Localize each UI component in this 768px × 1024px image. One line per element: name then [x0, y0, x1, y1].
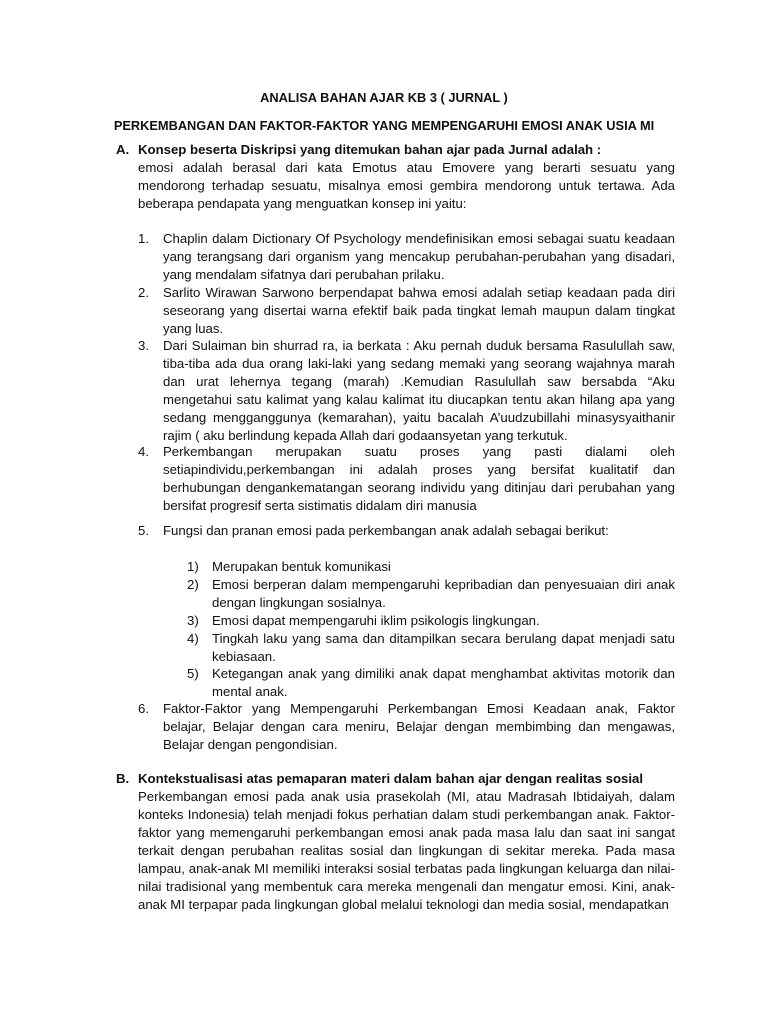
sub-list-item	[187, 630, 675, 666]
list-item-number: 5.	[138, 523, 149, 538]
sub-list-item	[187, 612, 675, 630]
section-a-heading-text: Konsep beserta Diskripsi yang ditemukan bahan ajar pada Jurnal adalah :	[138, 142, 602, 157]
sub-list-item-text: Emosi dapat mempengaruhi iklim psikologis lingkungan.	[212, 613, 540, 628]
section-b-paragraph: Perkembangan emosi pada anak usia prasekolah (MI, atau Madrasah Ibtidaiyah, dalam konteks Indonesia) telah menjadi fokus perhatian dalam studi perkembangan anak. Faktor-faktor yang memengaruhi perkembangan emosi anak pada masa lalu dan saat ini sangat terkait dengan perubahan realitas sosial dan lingkungan di sekitar mereka. Pada masa lampau, anak-anak MI memiliki interaksi sosial terbatas pada lingkungan keluarga dan nilai-nilai tradisional yang membentuk cara mereka mengenali dan mengatur emosi. Kini, anak-anak MI terpapar pada lingkungan global melalui teknologi dan media sosial, mendapatkan	[138, 789, 675, 912]
sub-list-item-text: Merupakan bentuk komunikasi	[212, 559, 391, 574]
section-b-letter: B.	[116, 771, 130, 786]
sub-list-item-text: Tingkah laku yang sama dan ditampilkan secara berulang dapat menjadi satu kebiasaan.	[212, 631, 675, 664]
list-item-number: 2.	[138, 285, 149, 300]
sub-list-item-number: 1)	[187, 559, 199, 574]
list-item	[138, 522, 675, 540]
sub-list-item-number: 3)	[187, 613, 199, 628]
sub-list-item-number: 5)	[187, 666, 199, 681]
list-item	[138, 230, 675, 284]
list-item	[138, 284, 675, 338]
sub-list-item-number: 2)	[187, 577, 199, 592]
sub-list-item-number: 4)	[187, 631, 199, 646]
list-item-text: Fungsi dan pranan emosi pada perkembangan anak adalah sebagai berikut:	[163, 523, 609, 538]
list-item-number: 1.	[138, 231, 149, 246]
sub-list-item	[187, 665, 675, 701]
section-a-intro: emosi adalah berasal dari kata Emotus atau Emovere yang berarti sesuatu yang mendorong terhadap sesuatu, misalnya emosi gembira mendorong untuk tertawa. Ada beberapa pendapata yang menguatkan konsep ini yaitu:	[138, 160, 675, 211]
list-item-number: 4.	[138, 444, 149, 459]
list-item-text: Dari Sulaiman bin shurrad ra, ia berkata : Aku pernah duduk bersama Rasulullah saw, tiba-tiba ada dua orang laki-laki yang sedang memaki yang seorang wajahnya marah dan urat lehernya tegang (marah) .Kemudian Rasulullah saw bersabda “Aku mengetahui satu kalimat yang kalau kalimat itu diucapkan tentu akan hilang apa yang sedang mengganggunya (kemarahan), yaitu bacalah A’uudzubillahi minasysyaithanir rajim ( aku berlindung kepada Allah dari godaansyetan yang terkutuk.	[163, 338, 675, 443]
sub-list-item	[187, 558, 675, 576]
sub-list-item-text: Ketegangan anak yang dimiliki anak dapat menghambat aktivitas motorik dan mental anak.	[212, 666, 675, 699]
document-title: ANALISA BAHAN AJAR KB 3 ( JURNAL )	[260, 90, 508, 105]
list-item-text: Chaplin dalam Dictionary Of Psychology mendefinisikan emosi sebagai suatu keadaan yang terangsang dari organism yang mencakup perubahan-perubahan yang disadari, yang mendalam sifatnya dari perubahan prilaku.	[163, 231, 675, 282]
list-item-text: Perkembangan merupakan suatu proses yang pasti dialami oleh setiapindividu,perkembangan ini adalah proses yang bersifat kualitatif dan berhubungan dengankematangan seorang individu yang ditinjau dari perubahan yang bersifat progresif serta sistimatis didalam diri manusia	[163, 444, 675, 513]
list-item-number: 3.	[138, 338, 149, 353]
document-subtitle: PERKEMBANGAN DAN FAKTOR-FAKTOR YANG MEMPENGARUHI EMOSI ANAK USIA MI	[113, 118, 655, 133]
list-item-text: Faktor-Faktor yang Mempengaruhi Perkembangan Emosi Keadaan anak, Faktor belajar, Belajar dengan cara meniru, Belajar dengan membimbing dan mengawas, Belajar dengan pengondisian.	[163, 701, 675, 752]
list-item	[138, 443, 675, 515]
section-b-heading-text: Kontekstualisasi atas pemaparan materi dalam bahan ajar dengan realitas sosial	[138, 771, 643, 786]
list-item	[138, 700, 675, 754]
list-item-text: Sarlito Wirawan Sarwono berpendapat bahwa emosi adalah setiap keadaan pada diri seseorang yang disertai warna efektif baik pada tingkat lemah maupun dalam tingkat yang luas.	[163, 285, 675, 336]
list-item-number: 6.	[138, 701, 149, 716]
section-a-letter: A.	[116, 142, 130, 157]
sub-list-item	[187, 576, 675, 612]
sub-list-item-text: Emosi berperan dalam mempengaruhi kepribadian dan penyesuaian diri anak dengan lingkungan sosialnya.	[212, 577, 675, 610]
list-item	[138, 337, 675, 445]
